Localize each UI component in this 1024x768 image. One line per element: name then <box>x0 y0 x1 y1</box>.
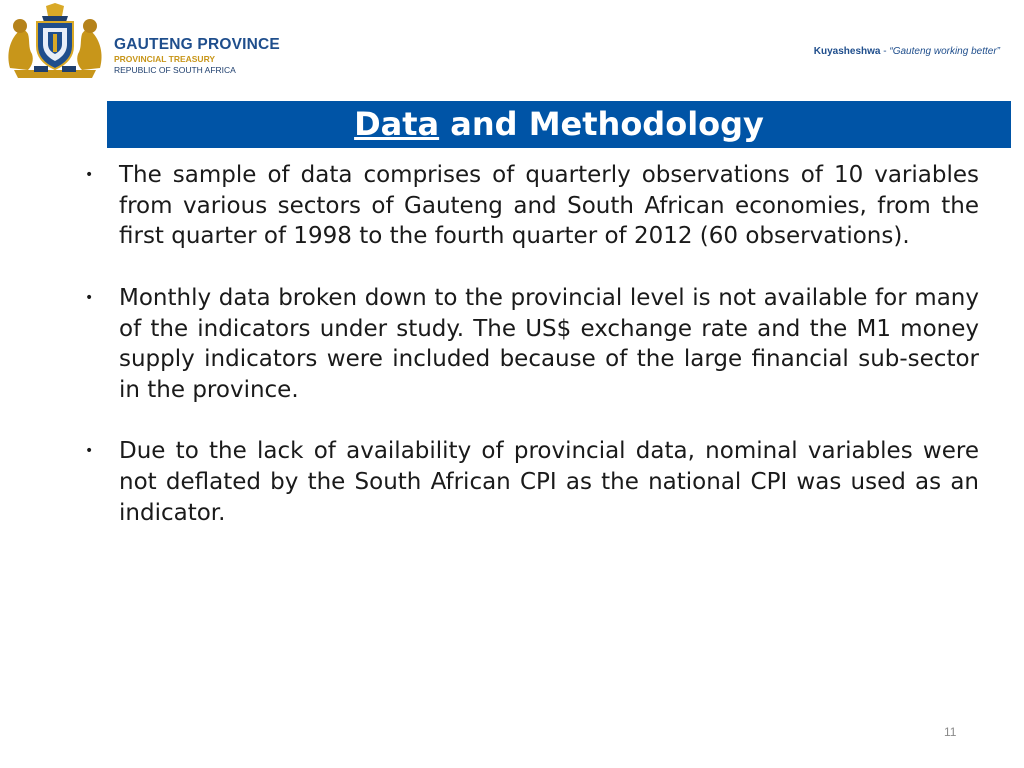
page-number: 11 <box>944 725 957 739</box>
bullet-text: Due to the lack of availability of provincial data, nominal variables were not deflated by the South African CPI as the national CPI was used as an indicator. <box>119 438 979 526</box>
coat-of-arms-icon <box>4 2 106 80</box>
bullet-dot: • <box>85 167 94 183</box>
tagline-quote: “Gauteng working better” <box>889 46 1000 57</box>
slide-title-rest: and Methodology <box>439 105 764 143</box>
org-department: PROVINCIAL TREASURY <box>114 54 216 64</box>
bullet-text: Monthly data broken down to the provincial level is not available for many of the indicators under study. The US$ exchange rate and the M1 money supply indicators were included because of the large financial sub-sector in the province. <box>119 284 979 403</box>
slide-title-bar <box>107 101 1011 148</box>
list-item <box>82 160 979 252</box>
list-item <box>82 436 979 528</box>
tagline-brand: Kuyasheshwa <box>813 46 881 57</box>
bullet-dot: • <box>85 289 94 306</box>
slide-title-underlined: Data <box>354 105 440 143</box>
header-logo <box>4 2 294 80</box>
bullet-dot: • <box>85 443 94 460</box>
org-identity <box>114 36 280 76</box>
org-name: GAUTENG PROVINCE <box>114 36 280 53</box>
bullet-text: The sample of data comprises of quarterly observations of 10 variables from various sectors of Gauteng and South African economies, from the first quarter of 1998 to the fourth quarter of 2012 (60 observations). <box>119 162 979 250</box>
list-item <box>82 283 979 406</box>
bullet-list <box>82 160 979 559</box>
tagline <box>814 46 1000 57</box>
tagline-separator: - <box>880 46 890 57</box>
org-country: REPUBLIC OF SOUTH AFRICA <box>114 65 236 75</box>
